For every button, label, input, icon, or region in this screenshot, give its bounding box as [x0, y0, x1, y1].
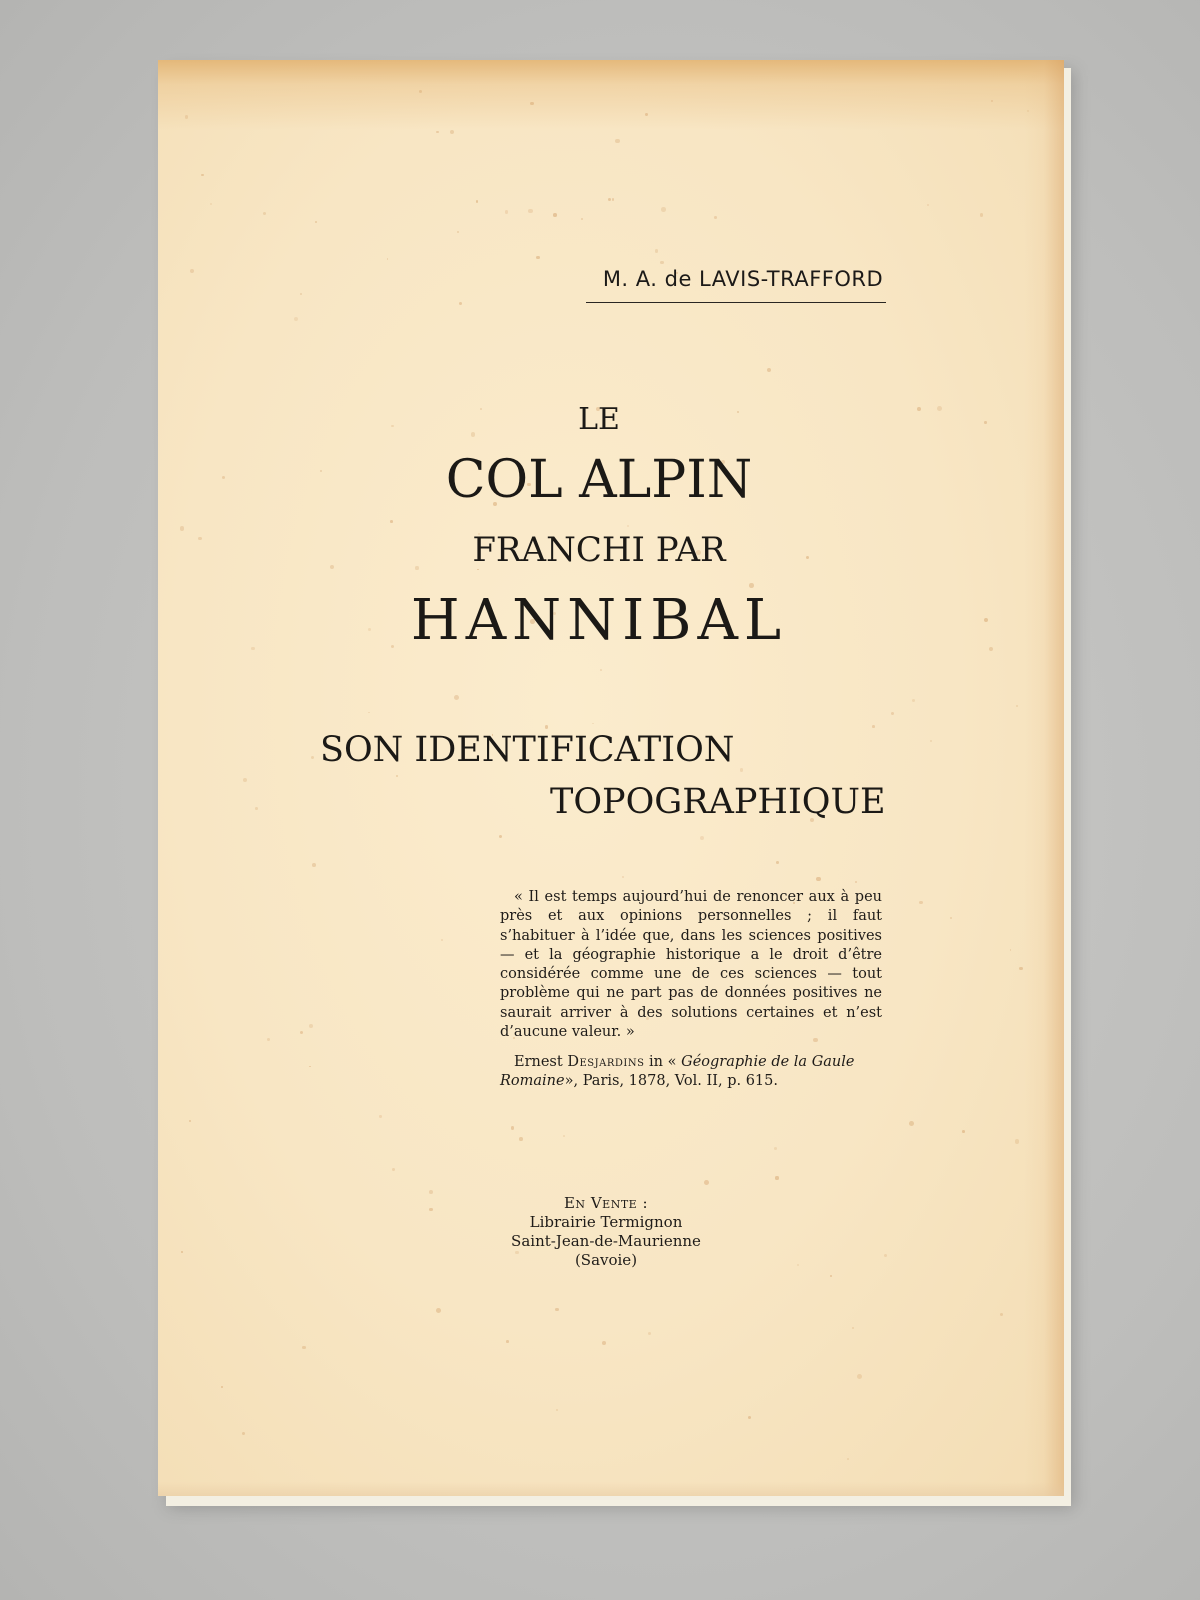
booklet-cover: [158, 60, 1064, 1496]
top-foxing-stain: [158, 60, 1064, 130]
foxing-speck: [774, 1147, 777, 1150]
foxing-speck: [950, 917, 953, 920]
foxing-speck: [476, 200, 479, 203]
foxing-speck: [556, 1409, 558, 1411]
foxing-speck: [189, 1120, 191, 1122]
epigraph-citation: [500, 1053, 882, 1092]
foxing-speck: [255, 807, 258, 810]
foxing-speck: [201, 174, 204, 177]
foxing-speck: [555, 1308, 558, 1311]
foxing-speck: [519, 1137, 523, 1141]
foxing-speck: [627, 525, 629, 527]
foxing-speck: [536, 256, 539, 259]
foxing-speck: [263, 212, 267, 216]
sale-city: Saint-Jean-de-Maurienne: [511, 1232, 701, 1250]
foxing-speck: [700, 836, 704, 840]
foxing-speck: [528, 209, 532, 213]
foxing-speck: [962, 1130, 965, 1133]
foxing-speck: [459, 302, 462, 305]
bottom-edge: [158, 1482, 1064, 1496]
foxing-speck: [396, 775, 398, 777]
foxing-speck: [857, 1374, 862, 1379]
foxing-speck: [309, 1024, 313, 1028]
foxing-speck: [436, 131, 438, 133]
foxing-speck: [267, 1038, 270, 1041]
foxing-speck: [1016, 705, 1018, 707]
epigraph-text: « Il est temps aujourd’hui de renoncer aux à peu près et aux opinions personnelles ; il faut s’habituer à l’idée que, dans les sciences positives — et la géographie historique a le droit d’être considérée comme une de ces sciences — tout problème qui ne part pas de données positives ne saurait arriver à des solutions certaines et n’est d’aucune valeur. »: [500, 889, 882, 1041]
foxing-speck: [891, 712, 894, 715]
author-name: M. A. de LAVIS-TRAFFORD: [602, 267, 884, 291]
subtitle-line-2: TOPOGRAPHIQUE: [550, 782, 886, 822]
foxing-speck: [592, 723, 594, 725]
foxing-speck: [294, 317, 298, 321]
foxing-speck: [312, 863, 316, 867]
foxing-speck: [816, 877, 820, 881]
foxing-speck: [457, 231, 459, 233]
sale-heading: En Vente :: [563, 1194, 649, 1212]
foxing-speck: [930, 740, 932, 742]
author-underline: [586, 302, 886, 303]
foxing-speck: [600, 669, 602, 671]
foxing-speck: [441, 939, 443, 941]
foxing-speck: [740, 768, 744, 772]
foxing-speck: [1010, 949, 1012, 951]
foxing-speck: [661, 207, 666, 212]
sale-region: (Savoie): [574, 1251, 638, 1269]
citation-in: in «: [649, 1054, 677, 1070]
foxing-speck: [315, 221, 317, 223]
foxing-speck: [847, 1458, 849, 1460]
foxing-speck: [392, 1168, 395, 1171]
foxing-speck: [872, 725, 875, 728]
epigraph-quote: [500, 888, 882, 1042]
foxing-speck: [1000, 1313, 1003, 1316]
foxing-speck: [1015, 1139, 1019, 1143]
foxing-speck: [563, 1135, 565, 1137]
foxing-speck: [505, 210, 509, 214]
foxing-speck: [767, 368, 771, 372]
foxing-speck: [300, 1031, 304, 1035]
foxing-speck: [980, 213, 983, 216]
foxing-speck: [775, 1176, 778, 1179]
citation-author-first: Ernest: [514, 1054, 563, 1070]
foxing-speck: [776, 861, 779, 864]
foxing-speck: [454, 695, 459, 700]
foxing-speck: [1019, 967, 1022, 970]
citation-details: », Paris, 1878, Vol. II, p. 615.: [564, 1073, 778, 1090]
foxing-speck: [511, 1126, 515, 1130]
foxing-speck: [436, 1308, 441, 1313]
foxing-speck: [309, 1066, 311, 1068]
foxing-speck: [622, 876, 624, 878]
foxing-speck: [927, 204, 929, 206]
foxing-speck: [506, 1340, 509, 1343]
foxing-speck: [242, 1432, 245, 1435]
foxing-speck: [545, 725, 549, 729]
foxing-speck: [912, 699, 915, 702]
foxing-speck: [221, 1386, 223, 1388]
foxing-speck: [368, 712, 370, 714]
foxing-speck: [185, 115, 189, 119]
foxing-speck: [379, 1115, 381, 1117]
foxing-speck: [655, 249, 658, 252]
foxing-speck: [190, 269, 194, 273]
foxing-speck: [612, 198, 615, 201]
foxing-speck: [602, 1341, 606, 1345]
citation-work: Géographie de la Gaule Romaine: [500, 1054, 855, 1090]
foxing-speck: [499, 835, 502, 838]
foxing-speck: [553, 213, 557, 217]
title-line-3: FRANCHI PAR: [472, 530, 726, 570]
foxing-speck: [210, 203, 212, 205]
sale-publisher: Librairie Termignon: [529, 1213, 683, 1231]
foxing-speck: [660, 261, 663, 264]
foxing-speck: [852, 1327, 854, 1329]
foxing-speck: [300, 293, 302, 295]
foxing-speck: [748, 1416, 751, 1419]
foxing-speck: [390, 520, 393, 523]
foxing-speck: [714, 216, 717, 219]
foxing-speck: [830, 1275, 832, 1277]
foxing-speck: [302, 1346, 306, 1350]
foxing-speck: [704, 1180, 709, 1185]
subtitle-line-1: SON IDENTIFICATION: [320, 730, 735, 770]
foxing-speck: [311, 756, 314, 759]
foxing-speck: [919, 901, 922, 904]
foxing-speck: [855, 881, 857, 883]
title-line-4: HANNIBAL: [410, 588, 788, 653]
title-line-1: LE: [578, 402, 620, 437]
foxing-speck: [243, 778, 247, 782]
foxing-speck: [648, 1332, 651, 1335]
foxing-speck: [909, 1121, 914, 1126]
foxing-speck: [530, 102, 533, 105]
title-line-2: COL ALPIN: [445, 450, 753, 510]
foxing-speck: [387, 258, 389, 260]
foxing-speck: [450, 130, 454, 134]
foxing-speck: [581, 218, 583, 220]
right-edge-stain: [1024, 60, 1064, 1496]
sale-info: [158, 1194, 1064, 1270]
foxing-speck: [615, 139, 620, 144]
citation-author-last: Desjardins: [567, 1054, 645, 1070]
